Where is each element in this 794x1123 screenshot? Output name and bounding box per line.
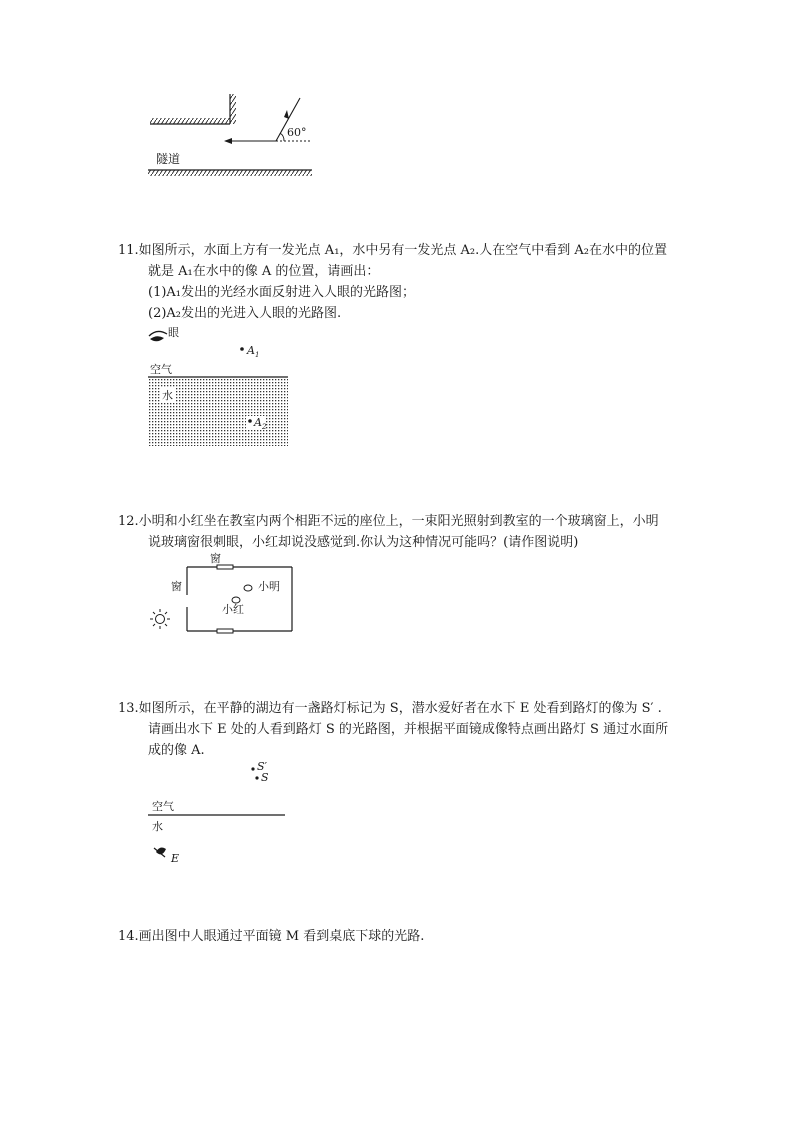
- tunnel-reflection-figure: [140, 90, 330, 185]
- q13-line-2: 请画出水下 E 处的人看到路灯 S 的光路图，并根据平面镜成像特点画出路灯 S 通过水面所: [148, 722, 669, 737]
- q12-line-2: 说玻璃窗很刺眼，小红却说没感觉到.你认为这种情况可能吗？(请作图说明): [148, 535, 579, 550]
- air-label: 空气: [150, 363, 172, 376]
- a2-label: A: [254, 416, 262, 429]
- a1-point: [240, 347, 244, 351]
- window-left-label: 窗: [171, 580, 182, 593]
- a1-label: A: [247, 344, 255, 357]
- a2-subscript: 2: [261, 423, 267, 431]
- a1-subscript: 1: [254, 351, 260, 359]
- water-label: 水: [152, 820, 163, 833]
- angle-label: 60°: [287, 126, 307, 139]
- streetlight-figure: [140, 760, 300, 870]
- q12-line-1: 12.小明和小红坐在教室内两个相距不远的座位上，一束阳光照射到教室的一个玻璃窗上，小明: [118, 514, 659, 529]
- sun-icon: [150, 609, 170, 629]
- water-surface-figure: [140, 322, 300, 450]
- eye-icon: [154, 848, 166, 857]
- xiaohong-label: 小红: [222, 603, 244, 616]
- window-pane-bottom: [217, 629, 233, 633]
- q13-line-3: 成的像 A.: [148, 743, 205, 758]
- eye-label: 眼: [168, 326, 179, 339]
- a2-point: [248, 419, 252, 423]
- q11-line-2: 就是 A₁在水中的像 A 的位置，请画出：: [148, 264, 380, 279]
- q11-line-3: (1)A₁发出的光经水面反射进入人眼的光路图；: [148, 285, 416, 300]
- s-prime-label: S′: [257, 760, 268, 773]
- eye-icon: [149, 331, 167, 341]
- s-prime-point: [251, 767, 254, 770]
- classroom-figure: [140, 550, 305, 640]
- q13-line-1: 13.如图所示，在平静的湖边有一盏路灯标记为 S，潜水爱好者在水下 E 处看到路灯的像为 S′ .: [118, 701, 662, 716]
- q11-line-1: 11.如图所示，水面上方有一发光点 A₁，水中另有一发光点 A₂.人在空气中看到 A₂在水中的位置: [118, 243, 668, 258]
- q11-line-4: (2)A₂发出的光进入人眼的光路图.: [148, 306, 342, 321]
- window-pane-top: [217, 565, 233, 569]
- s-point: [255, 776, 258, 779]
- xiaoming-label: 小明: [258, 580, 280, 593]
- svg-text:A1: [246, 344, 259, 359]
- e-label: E: [171, 852, 180, 865]
- tunnel-label: 隧道: [156, 152, 181, 166]
- water-label: 水: [162, 389, 173, 402]
- window-top-label: 窗: [210, 552, 221, 565]
- xiaoming-seat: [244, 585, 252, 591]
- s-label: S: [261, 771, 269, 784]
- q14-line-1: 14.画出图中人眼通过平面镜 M 看到桌底下球的光路.: [118, 929, 425, 944]
- air-label: 空气: [152, 800, 174, 813]
